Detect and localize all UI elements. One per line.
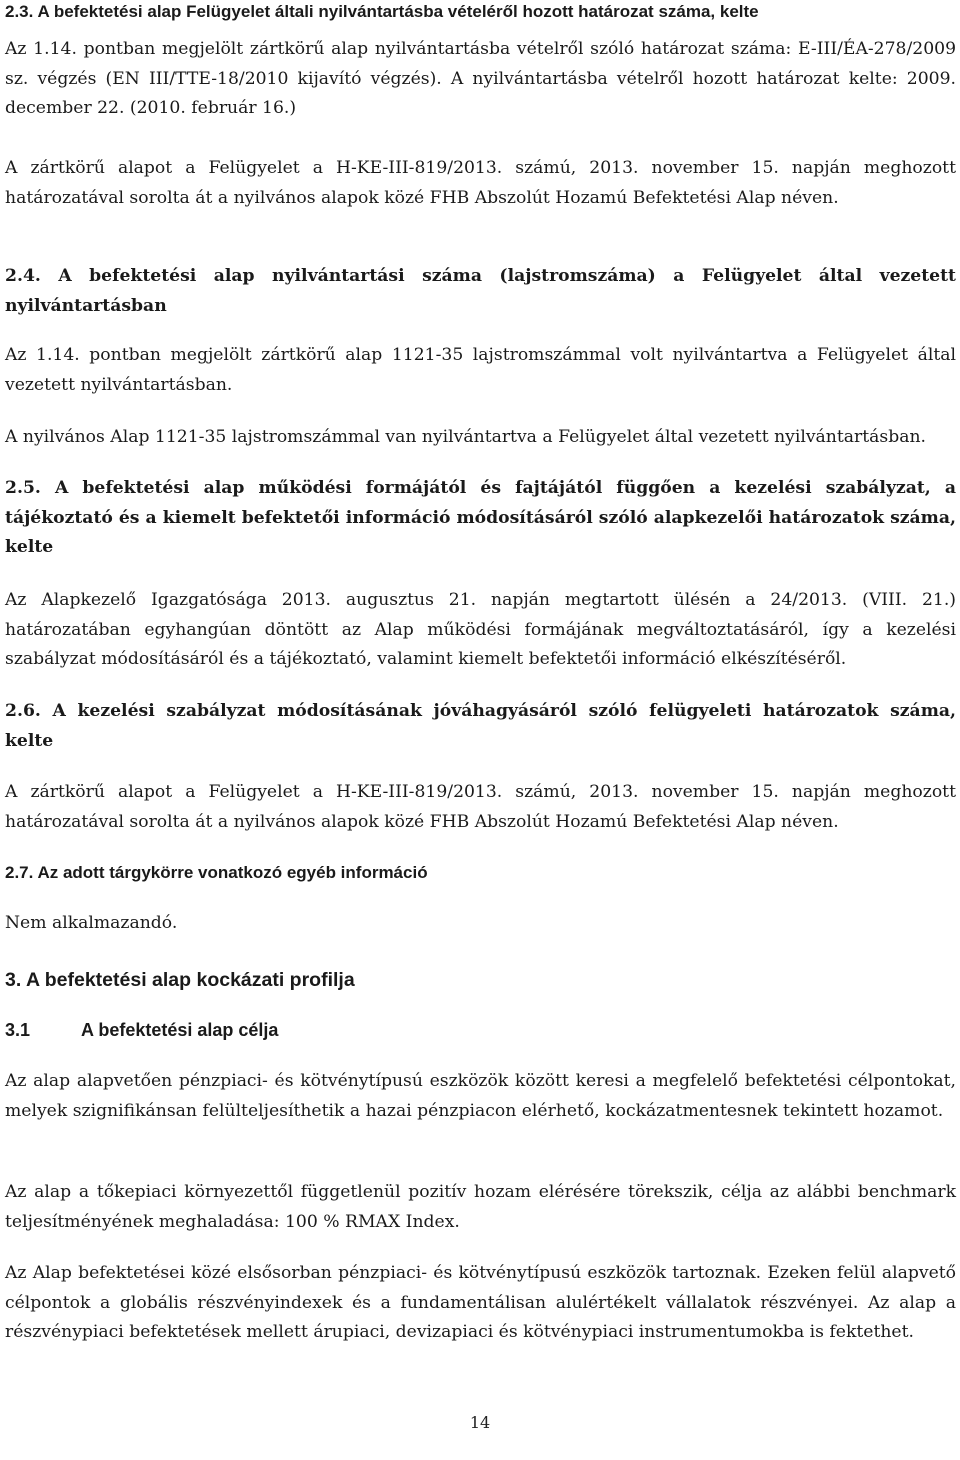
- heading-2-4: 2.4. A befektetési alap nyilvántartási száma (lajstromszáma) a Felügyelet által vezetett nyilvántartásban: [5, 266, 956, 316]
- paragraph-2-3-2: A zártkörű alapot a Felügyelet a H-KE-III-819/2013. számú, 2013. november 15. napján meghozott határozatával sorolta át a nyilvános alapok közé FHB Abszolút Hozamú Befektetési Alap néven.: [5, 158, 956, 208]
- paragraph-2-4-1: Az 1.14. pontban megjelölt zártkörű alap 1121-35 lajstromszámmal volt nyilvántartva a Felügyelet által vezetett nyilvántartásban.: [5, 345, 956, 395]
- heading-2-3: 2.3. A befektetési alap Felügyelet általi nyilvántartásba vételéről hozott határozat száma, kelte: [5, 2, 759, 21]
- paragraph-2-3-1: Az 1.14. pontban megjelölt zártkörű alap nyilvántartásba vételről szóló határozat száma: E-III/ÉA-278/2009 sz. végzés (EN III/TTE-18/2010 kijavító végzés). A nyilvántartásba vételről hozott határozat kelte: 2009. december 22. (2010. február 16.): [5, 39, 956, 118]
- heading-3-1-title: A befektetési alap célja: [81, 1020, 279, 1040]
- heading-2-7: 2.7. Az adott tárgykörre vonatkozó egyéb információ: [5, 863, 428, 882]
- heading-2-6: 2.6. A kezelési szabályzat módosításának jóváhagyásáról szóló felügyeleti határozatok száma, kelte: [5, 701, 956, 751]
- page-number: 14: [469, 1413, 491, 1432]
- paragraph-3-1-2: Az alap a tőkepiaci környezettől függetlenül pozitív hozam elérésére törekszik, célja az alábbi benchmark teljesítményének meghaladása: 100 % RMAX Index.: [5, 1182, 956, 1232]
- heading-3-1: [5, 1016, 956, 1045]
- heading-3-1-number: 3.1: [5, 1020, 31, 1040]
- paragraph-2-7-1: Nem alkalmazandó.: [5, 913, 178, 933]
- paragraph-2-5-1: Az Alapkezelő Igazgatósága 2013. augusztus 21. napján megtartott ülésén a 24/2013. (VIII. 21.) határozatában egyhangúan döntött az Alap működési formájának megváltoztatásáról, így a kezelési szabályzat módosításáról és a tájékoztató, valamint kiemelt befektetői információ elkészítéséről.: [5, 590, 956, 669]
- paragraph-2-6-1: A zártkörű alapot a Felügyelet a H-KE-III-819/2013. számú, 2013. november 15. napján meghozott határozatával sorolta át a nyilvános alapok közé FHB Abszolút Hozamú Befektetési Alap néven.: [5, 782, 956, 832]
- heading-2-5: 2.5. A befektetési alap működési formájától és fajtájától függően a kezelési szabályzat, a tájékoztató és a kiemelt befektetői információ módosításáról szóló alapkezelői határozatok száma, kelte: [5, 478, 956, 557]
- paragraph-2-4-2: A nyilvános Alap 1121-35 lajstromszámmal van nyilvántartva a Felügyelet által vezetett nyilvántartásban.: [5, 427, 926, 447]
- paragraph-3-1-1: Az alap alapvetően pénzpiaci- és kötvénytípusú eszközök között keresi a megfelelő befektetési célpontokat, melyek szignifikánsan felülteljesíthetik a hazai pénzpiacon elérhető, kockázatmentesnek tekintett hozamot.: [5, 1071, 956, 1121]
- paragraph-3-1-3: Az Alap befektetései közé elsősorban pénzpiaci- és kötvénytípusú eszközök tartoznak. Ezeken felül alapvető célpontok a globális részvényindexek és a fundamentálisan alulértékelt vállalatok részvényei. Az alap a részvénypiaci befektetések mellett árupiaci, devizapiaci és kötvénypiaci instrumentumokba is fektethet.: [5, 1263, 956, 1342]
- heading-3: 3. A befektetési alap kockázati profilja: [5, 969, 355, 991]
